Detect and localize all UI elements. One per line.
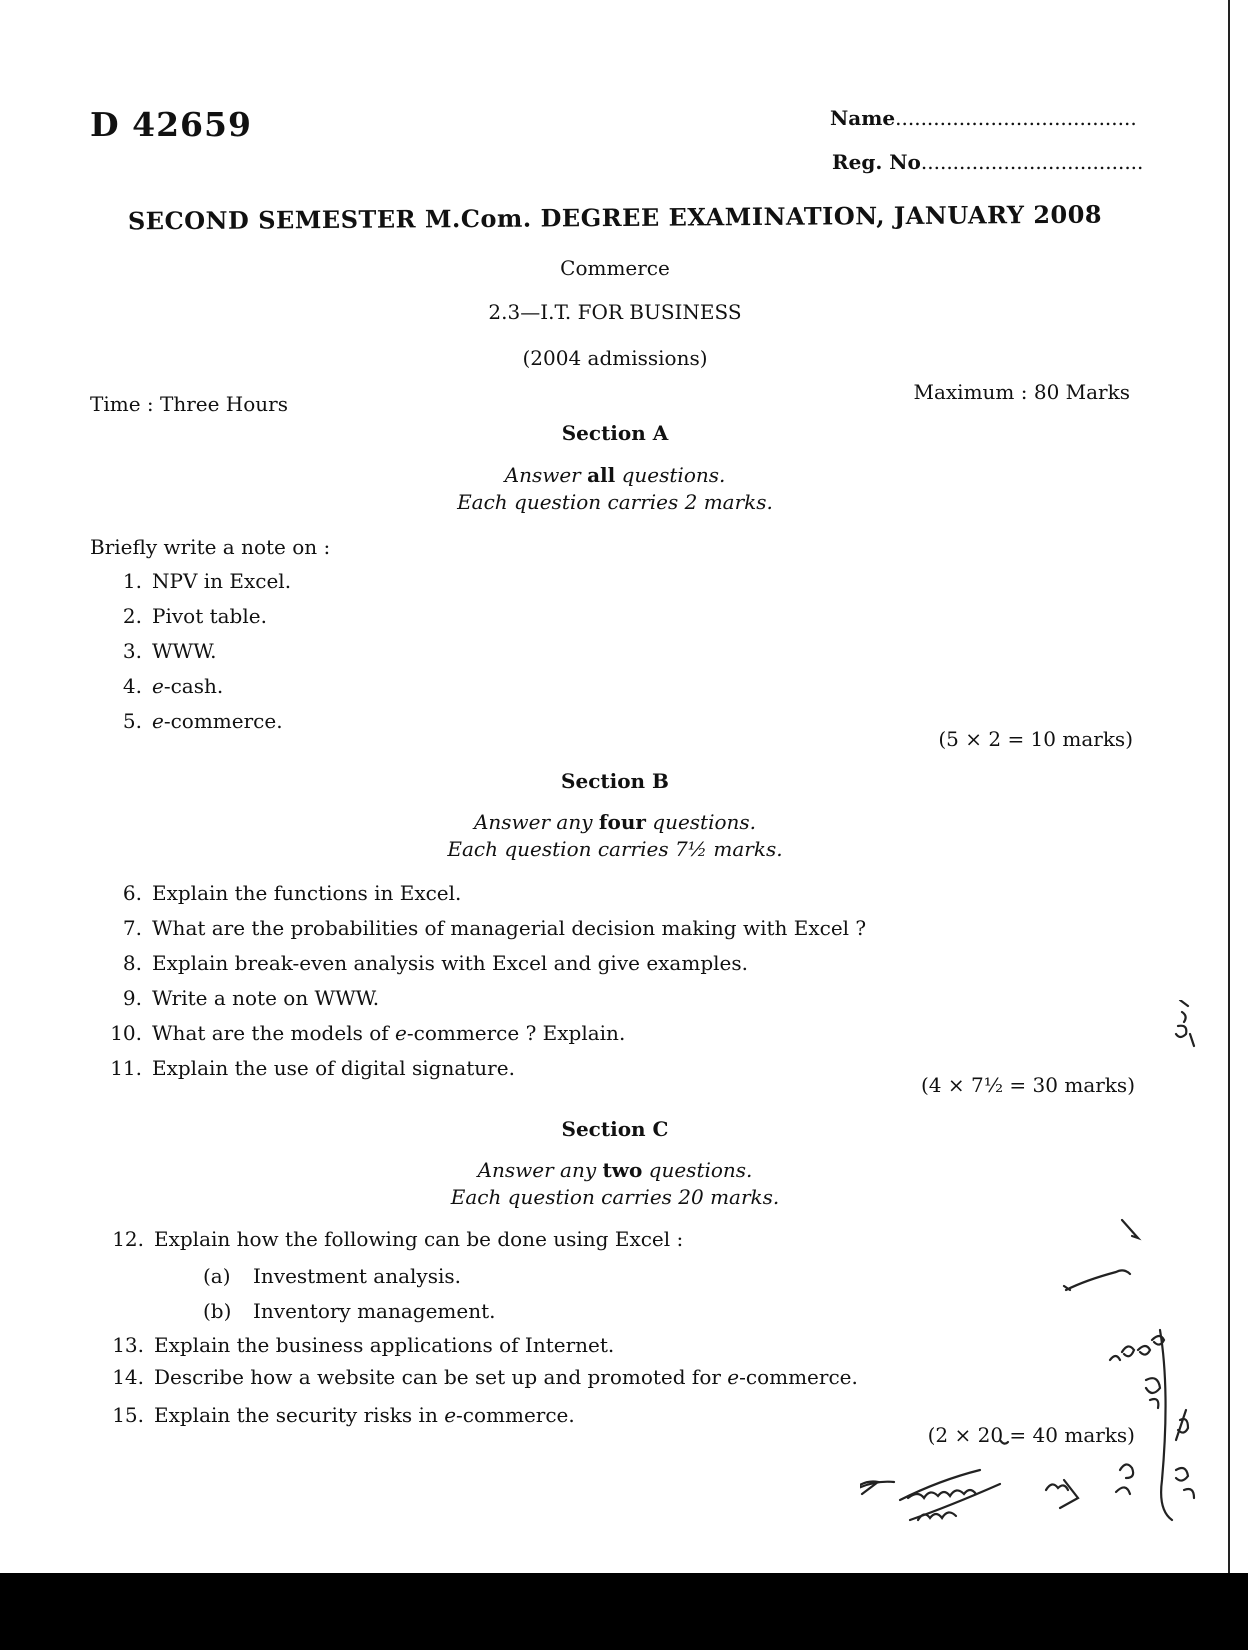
question-item bbox=[100, 881, 461, 905]
question-text-italic: e bbox=[152, 674, 164, 698]
question-item bbox=[100, 1021, 625, 1045]
question-text-italic: e bbox=[444, 1403, 457, 1427]
question-item bbox=[100, 639, 217, 663]
section-b-instruction-2: Each question carries 7½ marks. bbox=[447, 837, 783, 861]
question-item bbox=[100, 569, 291, 593]
handwritten-scribbles bbox=[860, 1000, 1220, 1560]
question-number: 7. bbox=[122, 916, 142, 940]
question-number: 9. bbox=[122, 986, 142, 1010]
sub-question-text: Inventory management. bbox=[253, 1299, 496, 1323]
question-text: What are the models of bbox=[152, 1021, 396, 1045]
question-number: 10. bbox=[110, 1021, 142, 1045]
question-text: What are the probabilities of managerial decision making with Excel ? bbox=[152, 916, 867, 940]
question-text: -commerce ? Explain. bbox=[406, 1021, 626, 1045]
exam-title: SECOND SEMESTER M.Com. DEGREE EXAMINATION, JANUARY 2008 bbox=[127, 199, 1103, 236]
question-text: Explain the use of digital signature. bbox=[152, 1056, 515, 1080]
question-number: 6. bbox=[122, 881, 142, 905]
instr-bold: four bbox=[598, 810, 646, 834]
question-number: 15. bbox=[112, 1403, 144, 1427]
instr-bold: all bbox=[587, 463, 616, 487]
section-a-instruction-1 bbox=[0, 463, 1230, 487]
question-text: Write a note on WWW. bbox=[152, 986, 380, 1010]
question-item bbox=[100, 951, 748, 975]
instr-text: questions. bbox=[615, 463, 726, 487]
section-c-marks: (2 × 20 = 40 marks) bbox=[927, 1423, 1135, 1447]
section-b-instruction-1 bbox=[0, 810, 1230, 834]
question-text: Describe how a website can be set up and promoted for bbox=[154, 1365, 728, 1389]
question-text-italic: e bbox=[395, 1021, 407, 1045]
question-text-italic: e bbox=[727, 1365, 740, 1389]
maximum-marks: Maximum : 80 Marks bbox=[913, 380, 1130, 404]
sub-question-text: Investment analysis. bbox=[253, 1264, 461, 1288]
instr-bold: two bbox=[602, 1158, 643, 1182]
page-right-edge bbox=[1228, 0, 1230, 1650]
time-label: Time : Three Hours bbox=[90, 392, 288, 416]
question-item bbox=[100, 986, 379, 1010]
scan-bottom-band bbox=[0, 1573, 1248, 1650]
reg-dots: ................................... bbox=[920, 150, 1144, 174]
question-text: Explain the functions in Excel. bbox=[152, 881, 462, 905]
reg-label: Reg. No bbox=[832, 150, 921, 174]
section-a-lead: Briefly write a note on : bbox=[90, 535, 331, 559]
question-text: Pivot table. bbox=[152, 604, 267, 628]
question-item bbox=[100, 674, 223, 698]
section-a-marks: (5 × 2 = 10 marks) bbox=[938, 727, 1133, 751]
question-number: 3. bbox=[122, 639, 142, 663]
question-number: 11. bbox=[110, 1056, 142, 1080]
section-a-heading: Section A bbox=[561, 421, 669, 445]
question-number: 1. bbox=[122, 569, 142, 593]
section-c-instruction-2: Each question carries 20 marks. bbox=[450, 1185, 780, 1209]
instr-text: questions. bbox=[645, 810, 757, 834]
admissions: (2004 admissions) bbox=[522, 346, 708, 370]
question-text: Explain how the following can be done using Excel : bbox=[154, 1227, 684, 1251]
question-number: 14. bbox=[112, 1365, 144, 1389]
question-text: -cash. bbox=[163, 674, 224, 698]
section-b-heading: Section B bbox=[561, 769, 669, 793]
question-text: -commerce. bbox=[163, 709, 283, 733]
question-number: 13. bbox=[112, 1333, 144, 1357]
question-item bbox=[102, 1403, 575, 1427]
question-item bbox=[100, 709, 283, 733]
section-c-heading: Section C bbox=[561, 1117, 669, 1141]
paper-code: D 42659 bbox=[90, 105, 252, 144]
question-text: Explain the security risks in bbox=[154, 1403, 445, 1427]
name-label: Name bbox=[830, 106, 896, 130]
reg-no-field bbox=[832, 150, 1143, 174]
sub-question-label: (b) bbox=[203, 1299, 232, 1323]
section-b-marks: (4 × 7½ = 30 marks) bbox=[920, 1073, 1135, 1097]
question-number: 5. bbox=[122, 709, 142, 733]
question-number: 2. bbox=[122, 604, 142, 628]
question-number: 12. bbox=[112, 1227, 144, 1251]
instr-text: Answer bbox=[504, 463, 588, 487]
question-text: Explain break-even analysis with Excel and give examples. bbox=[152, 951, 748, 975]
name-field bbox=[830, 106, 1137, 130]
question-item bbox=[100, 604, 267, 628]
name-dots: ...................................... bbox=[895, 106, 1137, 130]
section-a-instruction-2: Each question carries 2 marks. bbox=[457, 490, 773, 514]
question-item bbox=[102, 1333, 614, 1357]
instr-text: questions. bbox=[642, 1158, 753, 1182]
question-text: -commerce. bbox=[739, 1365, 858, 1389]
question-item bbox=[102, 1365, 858, 1389]
question-text: NPV in Excel. bbox=[152, 569, 292, 593]
question-text-italic: e bbox=[152, 709, 164, 733]
question-item bbox=[100, 1056, 515, 1080]
question-text: -commerce. bbox=[456, 1403, 575, 1427]
question-item bbox=[102, 1227, 683, 1251]
sub-question-item bbox=[203, 1299, 496, 1323]
question-item bbox=[100, 916, 866, 940]
question-number: 8. bbox=[122, 951, 142, 975]
subject: Commerce bbox=[560, 256, 670, 280]
question-text: Explain the business applications of Internet. bbox=[154, 1333, 615, 1357]
instr-text: Answer any bbox=[477, 1158, 603, 1182]
question-text: WWW. bbox=[152, 639, 217, 663]
instr-text: Answer any bbox=[473, 810, 599, 834]
question-number: 4. bbox=[122, 674, 142, 698]
course-title: 2.3—I.T. FOR BUSINESS bbox=[488, 300, 742, 324]
sub-question-item bbox=[203, 1264, 461, 1288]
sub-question-label: (a) bbox=[203, 1264, 231, 1288]
